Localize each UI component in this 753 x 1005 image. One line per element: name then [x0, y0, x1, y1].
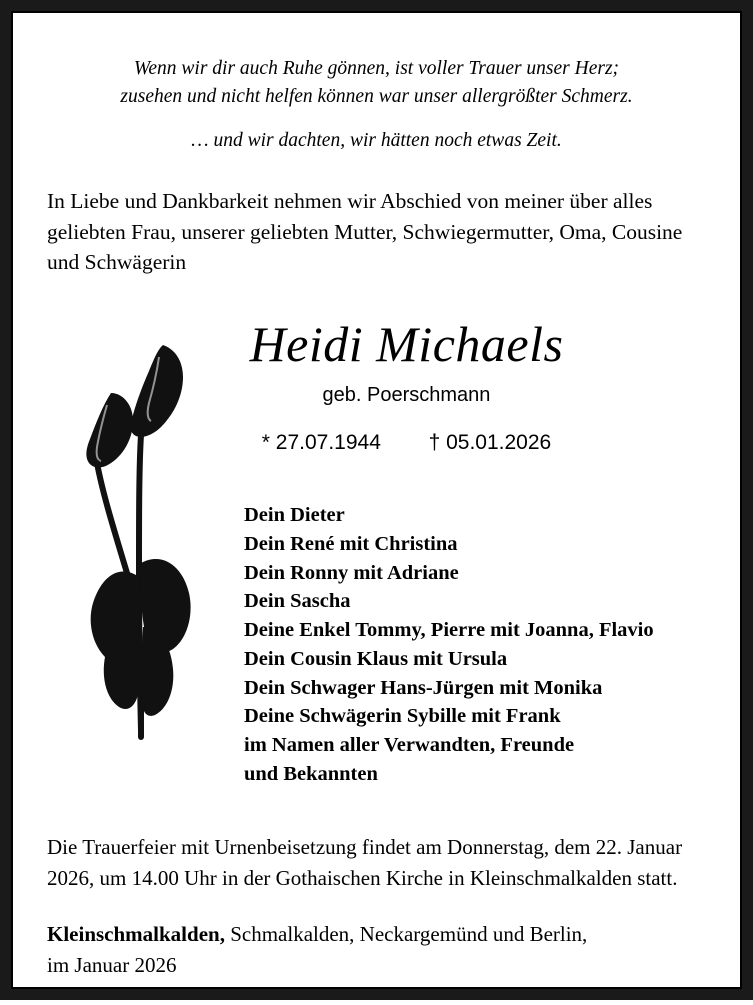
- list-item: Dein René mit Christina: [244, 533, 458, 556]
- deceased-name: Heidi Michaels: [249, 315, 564, 372]
- calla-lily-icon: [71, 327, 211, 747]
- birth-date: * 27.07.1944: [261, 431, 381, 455]
- list-item: im Namen aller Verwandten, Freunde: [244, 733, 575, 756]
- list-item: und Bekannten: [244, 762, 378, 785]
- publication-date: im Januar 2026: [47, 952, 177, 977]
- poem-line-2: zusehen und nicht helfen können war unser allergrößter Schmerz.: [120, 85, 633, 107]
- primary-place: Kleinschmalkalden,: [47, 922, 225, 947]
- list-item: Dein Dieter: [244, 504, 345, 527]
- poem-line-1: Wenn wir dir auch Ruhe gönnen, ist voller Trauer unser Herz;: [133, 58, 620, 79]
- death-date: † 05.01.2026: [428, 431, 552, 455]
- list-item: Deine Schwägerin Sybille mit Frank: [244, 705, 561, 728]
- intro-paragraph: In Liebe und Dankbarkeit nehmen wir Abschied von meiner über alles geliebten Frau, unserer geliebten Mutter, Schwiegermutter, Oma, Cousine und Schwägerin: [47, 189, 683, 275]
- maiden-name: geb. Poerschmann: [322, 384, 491, 407]
- notice-content: [29, 55, 724, 1005]
- list-item: Dein Sascha: [244, 590, 351, 613]
- places-paragraph: [29, 919, 724, 980]
- other-places: Schmalkalden, Neckargemünd und Berlin,: [224, 922, 588, 947]
- poem-line-3: … und wir dachten, wir hätten noch etwas Zeit.: [191, 130, 562, 152]
- list-item: Dein Cousin Klaus mit Ursula: [244, 647, 508, 670]
- list-item: Deine Enkel Tommy, Pierre mit Joanna, Flavio: [244, 619, 654, 642]
- list-item: Dein Ronny mit Adriane: [244, 561, 459, 584]
- list-item: Dein Schwager Hans-Jürgen mit Monika: [244, 676, 603, 699]
- poem-block: [29, 55, 724, 110]
- ceremony-paragraph: Die Trauerfeier mit Urnenbeisetzung findet am Donnerstag, dem 22. Januar 2026, um 14.00 Uhr in der Gothaischen Kirche in Kleinschmalkalden statt.: [47, 835, 683, 890]
- notice-frame: [11, 11, 742, 989]
